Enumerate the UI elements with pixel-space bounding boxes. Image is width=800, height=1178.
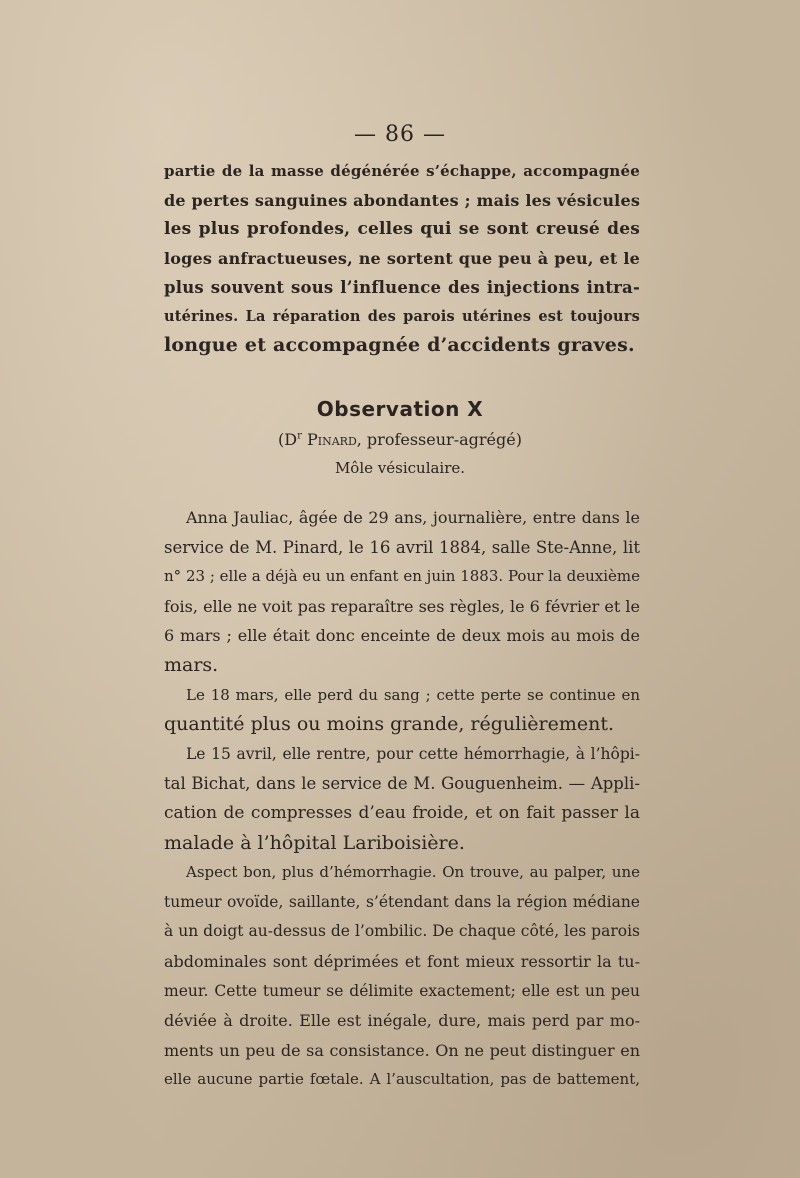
body-line: Anna Jauliac, âgée de 29 ans, journalière, entre dans le [186,508,640,527]
body-line: cation de compresses d’eau froide, et on fait passer la [164,802,640,823]
body-line: à un doigt au-dessus de l’ombilic. De chaque côté, les parois [164,922,640,941]
body-line: Le 15 avril, elle rentre, pour cette hémorrhagie, à l’hôpi- [186,744,640,763]
intro-line: de pertes sanguines abondantes ; mais les vésicules [164,191,641,210]
body-line: tumeur ovoïde, saillante, s’étendant dans la région médiane [164,892,640,911]
author-rest: professeur-agrégé) [361,430,522,449]
intro-line: longue et accompagnée d’accidents graves. [164,334,635,356]
intro-line: les plus profondes, celles qui se sont creusé des [164,219,640,239]
body-line: elle aucune partie fœtale. A l’auscultation, pas de battement, [164,1070,640,1089]
body-line: meur. Cette tumeur se délimite exactement; elle est un peu [164,981,640,1000]
intro-line: plus souvent sous l’influence des injections intra- [164,278,640,297]
observation-body [164,503,640,1095]
body-line: fois, elle ne voit pas reparaître ses règles, le 6 février et le [164,596,640,616]
author-sup: r [297,430,302,442]
observation-author [0,430,800,449]
body-line: Le 18 mars, elle perd du sang ; cette perte se continue en [186,685,640,704]
body-line: déviée à droite. Elle est inégale, dure, mais perd par mo- [164,1011,640,1031]
body-line: service de M. Pinard, le 16 avril 1884, salle Ste-Anne, lit [164,537,640,557]
intro-line: partie de la masse dégénérée s’échappe, accompagnée [164,162,640,180]
body-line: abdominales sont déprimées et font mieux ressortir la tu- [164,951,640,971]
body-line: n° 23 ; elle a déjà eu un enfant en juin 1883. Pour la deuxième [164,567,640,586]
body-line: Aspect bon, plus d’hémorrhagie. On trouve, au palper, une [186,863,640,882]
intro-line: utérines. La réparation des parois utérines est toujours [164,308,640,325]
body-line: quantité plus ou moins grande, régulièrement. [164,713,615,736]
observation-title: Observation X [316,397,484,421]
body-line: tal Bichat, dans le service de M. Gouguenheim. — Appli- [164,774,640,794]
body-line: ments un peu de sa consistance. On ne peut distinguer en [164,1040,640,1060]
body-line: 6 mars ; elle était donc enceinte de deux mois au mois de [164,626,640,646]
intro-paragraph [164,157,640,360]
page-number: — 86 — [354,122,446,147]
intro-line: loges anfractueuses, ne sortent que peu à peu, et le [164,249,640,268]
author-open: (D [278,430,298,449]
observation-subject: Môle vésiculaire. [334,459,466,477]
body-line: malade à l’hôpital Lariboisière. [164,831,465,854]
author-name: Pinard, [301,430,362,449]
body-line: mars. [164,653,219,676]
